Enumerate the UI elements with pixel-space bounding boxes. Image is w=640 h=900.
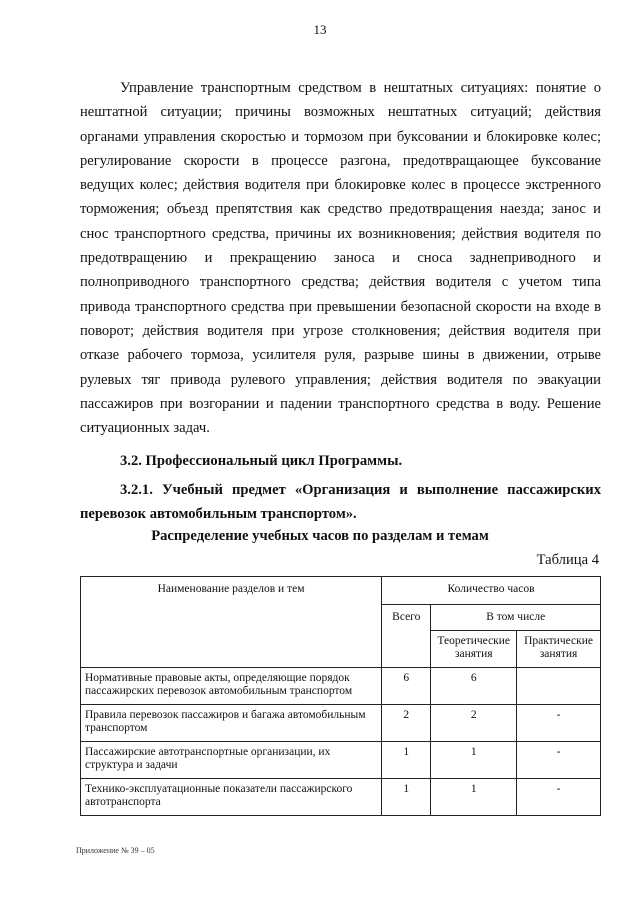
row-theory: 1 bbox=[431, 742, 517, 779]
table-header-row bbox=[81, 577, 601, 605]
table-label: Таблица 4 bbox=[536, 552, 599, 568]
row-total: 6 bbox=[382, 668, 431, 705]
row-theory: 2 bbox=[431, 705, 517, 742]
paragraph: Управление транспортным средством в нештатных ситуациях: понятие о нештатной ситуации; причины возможных нештатных ситуаций; действия органами управления скоростью и тормозом при буксовании и блокировке колес; регулирование скорости в процессе разгона, предотвращающее буксование ведущих колес; действия водителя при блокировке колес в процессе экстренного торможения; объезд препятствия как средство предотвращения наезда; занос и снос транспортного средства, причины их возникновения; действия водителя по предотвращению и прекращению заноса и сноса заднеприводного и полноприводного транспортного средства; действия водителя с учетом типа привода транспортного средства при превышении безопасной скорости на входе в поворот; действия водителя при угрозе столкновения; действия водителя при отказе рабочего тормоза, усилителя руля, разрыве шины в движении, отрыве рулевых тяг привода рулевого управления; действия водителя по эвакуации пассажиров при возгорании и падении транспортного средства в воду. Решение ситуационных задач. bbox=[80, 80, 601, 437]
row-practice: - bbox=[517, 705, 601, 742]
subsection-heading bbox=[80, 478, 601, 526]
header-practice: Практические занятия bbox=[517, 631, 601, 668]
header-hours: Количество часов bbox=[382, 577, 601, 605]
row-theory: 6 bbox=[431, 668, 517, 705]
table-row bbox=[81, 742, 601, 779]
row-name: Пассажирские автотранспортные организации, их структура и задачи bbox=[81, 742, 382, 779]
footer-note: Приложение № 39 – 05 bbox=[76, 846, 155, 855]
table-row bbox=[81, 668, 601, 705]
row-practice: - bbox=[517, 742, 601, 779]
row-theory: 1 bbox=[431, 779, 517, 816]
header-including: В том числе bbox=[431, 605, 601, 631]
row-name: Технико-эксплуатационные показатели пассажирского автотранспорта bbox=[81, 779, 382, 816]
row-total: 1 bbox=[382, 742, 431, 779]
table-row bbox=[81, 705, 601, 742]
row-total: 2 bbox=[382, 705, 431, 742]
row-practice bbox=[517, 668, 601, 705]
table-row bbox=[81, 779, 601, 816]
page-number: 13 bbox=[313, 22, 327, 37]
header-name: Наименование разделов и тем bbox=[81, 577, 382, 668]
row-practice: - bbox=[517, 779, 601, 816]
row-name: Нормативные правовые акты, определяющие порядок пассажирских перевозок автомобильным транспортом bbox=[81, 668, 382, 705]
subsection-heading-text: 3.2.1. Учебный предмет «Организация и выполнение пассажирских перевозок автомобильным транспортом». bbox=[80, 482, 601, 522]
header-theory: Теоретические занятия bbox=[431, 631, 517, 668]
body-text bbox=[80, 76, 601, 440]
hours-table bbox=[80, 576, 601, 816]
header-total: Всего bbox=[382, 605, 431, 668]
section-heading: 3.2. Профессиональный цикл Программы. bbox=[120, 453, 403, 469]
table-caption: Распределение учебных часов по разделам и темам bbox=[151, 528, 489, 544]
row-total: 1 bbox=[382, 779, 431, 816]
row-name: Правила перевозок пассажиров и багажа автомобильным транспортом bbox=[81, 705, 382, 742]
